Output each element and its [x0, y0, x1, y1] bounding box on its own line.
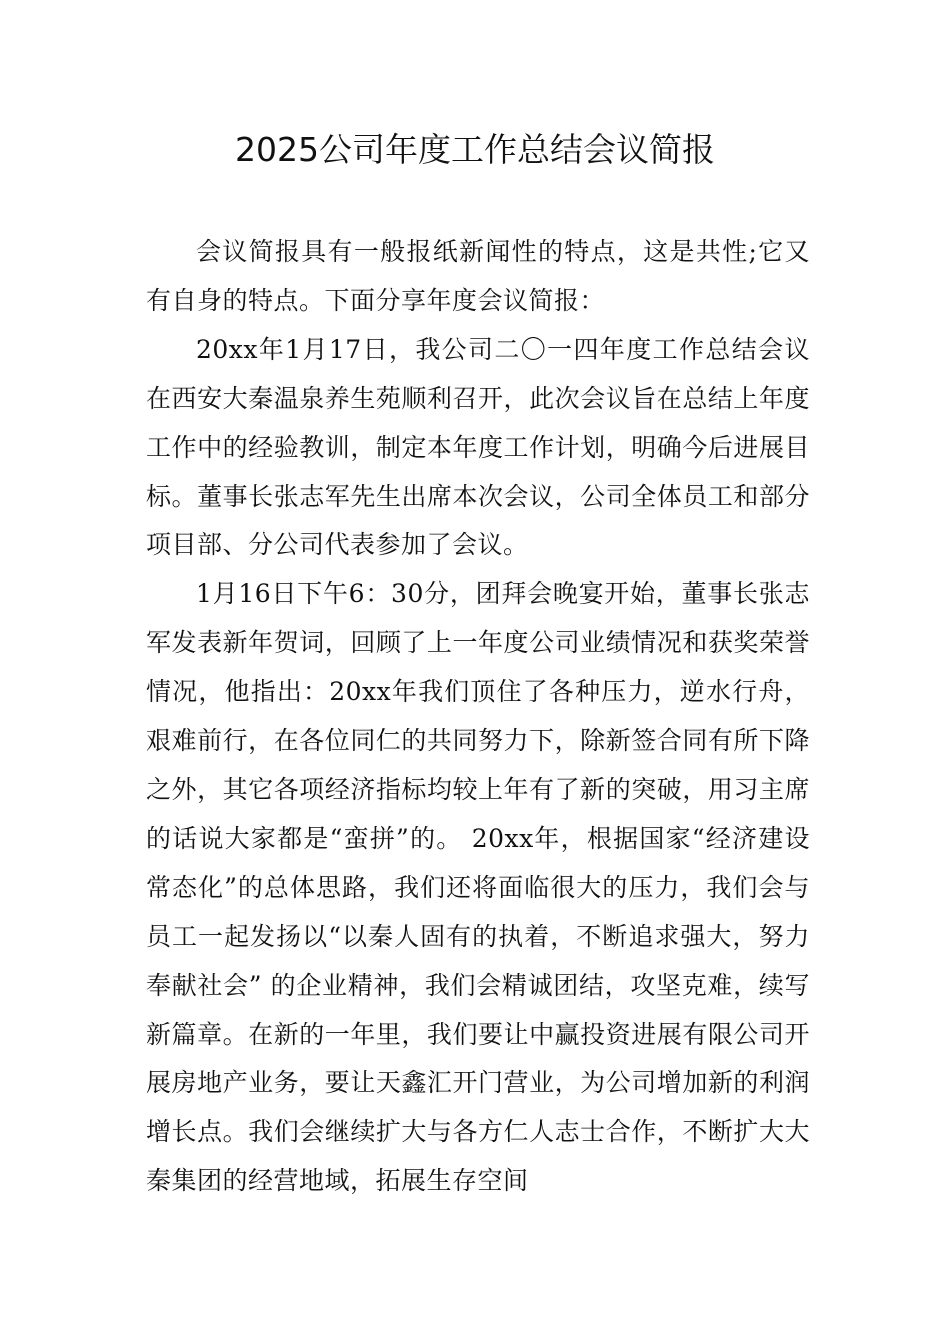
paragraph-intro: 会议简报具有一般报纸新闻性的特点，这是共性;它又有自身的特点。下面分享年度会议简报： — [146, 237, 810, 315]
paragraph-banquet-speech: 1月16日下午6：30分，团拜会晚宴开始，董事长张志军发表新年贺词，回顾了上一年度公司业绩情况和获奖荣誉情况，他指出：20xx年我们顶住了各种压力，逆水行舟，艰难前行，在各位同仁的共同努力下，除新签合同有所下降之外，其它各项经济指标均较上年有了新的突破，用习主席的话说大家都是“蛮拼”的。 20xx年，根据国家“经济建设常态化”的总体思路，我们还将面临很大的压力，我们会与员工一起发扬以“以秦人固有的执着，不断追求强大，努力奉献社会” 的企业精神，我们会精诚团结，攻坚克难，续写新篇章。在新的一年里，我们要让中赢投资进展有限公司开展房地产业务，要让天鑫汇开门营业，为公司增加新的利润增长点。我们会继续扩大与各方仁人志士合作，不断扩大大秦集团的经营地域，拓展生存空间 — [146, 579, 810, 1196]
paragraph-meeting-summary: 20xx年1月17日，我公司二〇一四年度工作总结会议在西安大秦温泉养生苑顺利召开，此次会议旨在总结上年度工作中的经验教训，制定本年度工作计划，明确今后进展目标。董事长张志军先生出席本次会议，公司全体员工和部分项目部、分公司代表参加了会议。 — [146, 334, 810, 560]
document-body — [146, 228, 810, 1206]
document-title: 2025公司年度工作总结会议简报 — [235, 130, 715, 169]
